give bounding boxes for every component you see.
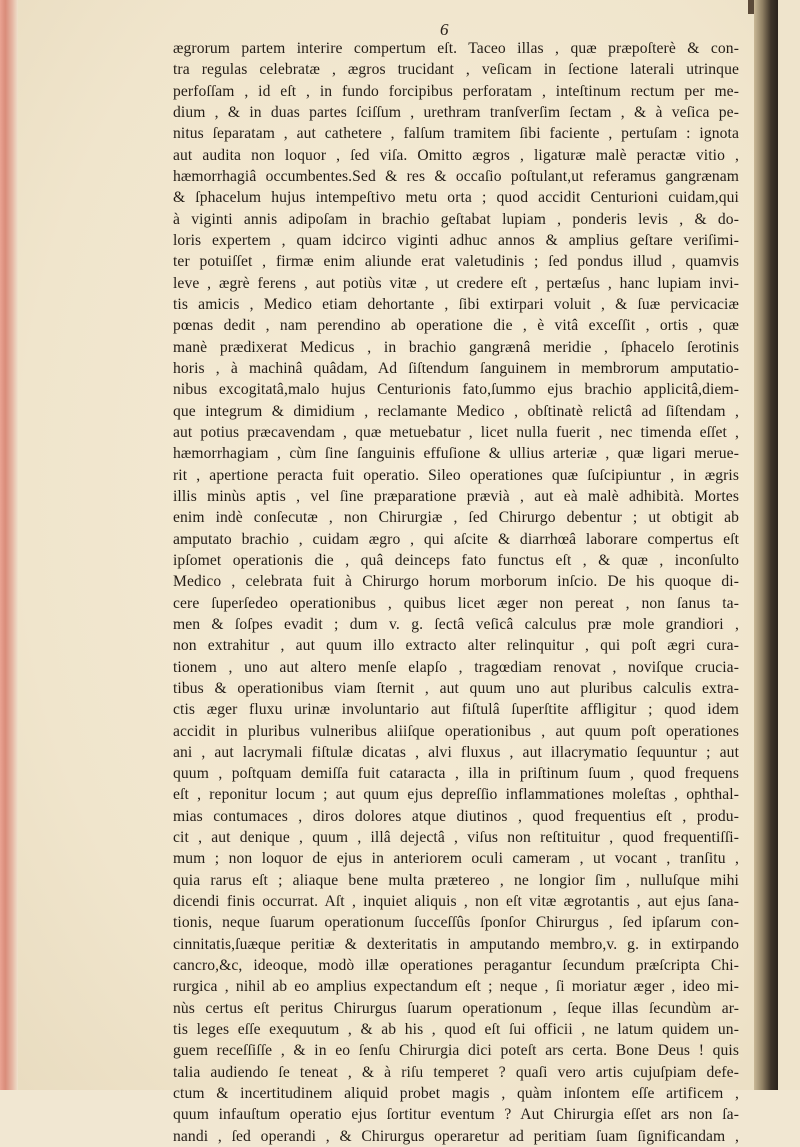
text-line: guem receſſiſſe , & in eo ſenſu Chirurgia dici poteſt ars certa. Bone Deus ! quis (173, 1042, 739, 1060)
text-line: eſt , reponitur locum ; aut quum ejus depreſſio inflammationes moleſtas , ophthal- (173, 786, 739, 804)
text-line: ter potuiſſet , firmæ enim aliunde erat valetudinis ; ſed pondus illud , quamvis (173, 253, 739, 271)
text-line: pœnas dedit , nam perendino ab operatione die , è vitâ exceſſit , ortis , quæ (173, 317, 739, 335)
book-gutter-shadow (754, 0, 778, 1090)
text-line: rit , apertione peracta fuit operatio. Sileo operationes quæ ſuſcipiuntur , in ægris (173, 466, 739, 484)
text-line: ani , aut lacrymali fiſtulæ dicatas , alvi fluxus , aut illacrymatio ſequuntur ; aut (173, 743, 739, 761)
text-line: tis leges eſſe exequutum , & ab his , quod eſt ſui officii , ne latum quidem un- (173, 1021, 739, 1039)
text-line: talia audiendo ſe teneat , & à riſu temperet ? quaſi vero artis cujuſpiam defe- (173, 1063, 739, 1081)
text-line: quum infauſtum operatio ejus ſortitur eventum ? Aut Chirurgia eſſet ars non ſa- (173, 1106, 739, 1124)
text-line: illis minùs aptis , vel ſine præparatione prævià , aut eà malè adhibità. Mortes (173, 487, 739, 505)
text-line: amputato brachio , cuidam ægro , qui aſcite & diarrhœâ laborare compertus eſt (173, 530, 739, 548)
text-line: manè prædixerat Medicus , in brachio gangrænâ meridie , ſphacelo ſerotinis (173, 338, 739, 356)
text-line: tra regulas celebratæ , ægros trucidant , veſicam in ſectione laterali utrinque (173, 61, 739, 79)
text-line: mum ; non loquor de ejus in anteriorem oculi cameram , ut vocant , tranſitu , (173, 850, 739, 868)
text-line: aut potius præcavendam , quæ metuebatur , licet nulla fuerit , nec timenda eſſet , (173, 423, 739, 441)
text-line: cere ſuperſedeo operationibus , quibus licet æger non pereat , non ſanus ta- (173, 594, 739, 612)
text-line: aut audita non loquor , ſed viſa. Omitto ægros , ligaturæ malè peractæ vitio , (173, 146, 739, 164)
text-line: ægrorum partem interire compertum eſt. Taceo illas , quæ præpoſterè & con- (173, 40, 739, 57)
text-line: cancro,&c, ideoque, modò illæ operationes peragantur ſecundum præſcripta Chi- (173, 957, 739, 975)
text-line: accidit in pluribus vulneribus aliiſque operationibus , aut quum poſt operationes (173, 722, 739, 740)
text-line: tis amicis , Medico etiam dehortante , ſibi extirpari voluit , & ſuæ pervicaciæ (173, 295, 739, 313)
text-line: ctis æger fluxu urinæ involuntario aut fiſtulâ ſuperſtite affligitur ; quod idem (173, 701, 739, 719)
text-line: dium , & in duas partes ſciſſum , urethram tranſverſim ſectam , & à veſica pe- (173, 103, 739, 121)
text-line: men & ſoſpes evadit ; dum v. g. ſectâ veſicâ calculus præ mole grandiori , (173, 615, 739, 633)
text-line: & ſphacelum hujus intempeſtivo metu orta ; quod accidit Centurioni cuidam,qui (173, 189, 739, 207)
text-line: tibus & operationibus viam ſternit , aut quum uno aut pluribus calculis extra- (173, 679, 739, 697)
text-line: rurgica , nihil ab eo amplius expectandum eſt ; neque , ſi moriatur æger , ideo mi- (173, 978, 739, 996)
text-line: quum , poſtquam demiſſa fuit cataracta , illa in priſtinum ſuum , quod frequens (173, 765, 739, 783)
text-line: tionis, neque ſuarum operationum ſucceſſûs ſponſor Chirurgus , ſed ipſarum con- (173, 914, 739, 932)
text-line: que integrum & dimidium , reclamante Medico , obſtinatè relictâ ad ſiſtendam , (173, 402, 739, 420)
text-line: perfoſſam , id eſt , in fundo forcipibus perforatam , inteſtinum rectum per me- (173, 82, 739, 100)
text-line: nandi , ſed operandi , & Chirurgus operaretur ad peritiam ſuam ſignificandam , (173, 1127, 739, 1145)
text-line: ipſomet operationis die , quâ deinceps fato functus eſt , & quæ , inconſulto (173, 551, 739, 569)
text-line: nùs certus eſt peritus Chirurgus ſuarum operationum , ſeque illas ſecundùm ar- (173, 999, 739, 1017)
text-line: loris expertem , quam idcirco viginti adhuc annos & amplius geſtare veriſimi- (173, 231, 739, 249)
text-line: non extrahitur , aut quum illo extracto alter relinquitur , qui poſt ægri cura- (173, 637, 739, 655)
text-line: dicendi finis occurrat. Aſt , inquiet aliquis , non eſt vitæ ægrotantis , aut ejus ſana- (173, 893, 739, 911)
body-text (173, 38, 739, 1147)
text-line: horis , à machinâ quâdam, Ad ſiſtendum ſanguinem in membrorum amputatio- (173, 359, 739, 377)
text-line: quia rarus eſt ; aliaque bene multa prætereo , ne longior ſim , nulluſque mihi (173, 871, 739, 889)
text-line: mias contumaces , diros dolores atque diutinos , quod frequentius eſt , produ- (173, 807, 739, 825)
facing-page-edge (0, 0, 18, 1090)
text-line: Medico , celebrata fuit à Chirurgo horum morborum inſcio. De his quoque di- (173, 573, 739, 591)
text-line: nitus ſeparatam , aut cathetere , falſum tramitem ſibi faciente , pertuſam : ignota (173, 125, 739, 143)
text-line: leve , ægrè ferens , aut potiùs vitæ , ut credere eſt , pertæſus , hanc lupiam invi- (173, 274, 739, 292)
text-line: hæmorrhagiam , cùm ſine ſanguinis effuſione & ullius arteriæ , quæ ligari merue- (173, 445, 739, 463)
page-number: 6 (440, 20, 449, 39)
text-line: à viginti annis adipoſam in brachio geſtabat lupiam , ponderis levis , & do- (173, 210, 739, 228)
text-line: cinnitatis,ſuæque peritiæ & dexteritatis in amputando membro,v. g. in extirpando (173, 935, 739, 953)
text-line: hæmorrhagiâ occumbentes.Sed & res & occaſio poſtulant,ut referamus gangrænam (173, 167, 739, 185)
text-line: ctum & incertitudinem aliquid probet magis , quàm inſontem eſſe artificem , (173, 1085, 739, 1103)
text-line: enim indè conſecutæ , non Chirurgiæ , ſed Chirurgo debentur ; ut obtigit ab (173, 509, 739, 527)
text-line: nibus excogitatâ,malo hujus Centurionis fato,ſummo ejus brachio applicitâ,diem- (173, 381, 739, 399)
text-line: tionem , uno aut altero menſe elapſo , tragœdiam renovat , noviſque crucia- (173, 658, 739, 676)
text-line: cit , aut denique , quum , illâ dejectâ , viſus non reſtituitur , quod frequentiſſi- (173, 829, 739, 847)
